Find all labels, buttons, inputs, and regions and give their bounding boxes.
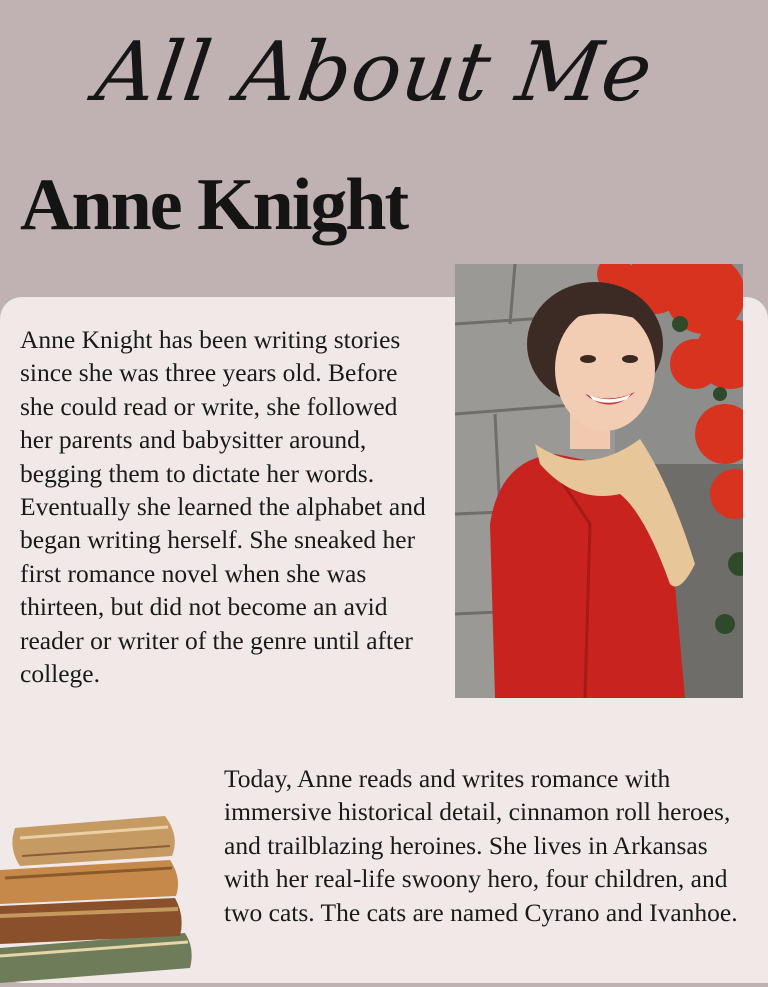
script-title-text: All About Me (90, 25, 659, 120)
bio-paragraph-2: Today, Anne reads and writes romance with immersive historical detail, cinnamon roll heroes, and trailblazing heroines. She lives in Arkansas with her real-life swoony hero, four children, and two cats. The cats are named Cyrano and Ivanhoe. (224, 764, 738, 927)
bio-paragraph-1: Anne Knight has been writing stories since she was three years old. Before she could read or write, she followed her parents and babysitter around, begging them to dictate her words. Eventually she learned the alphabet and began writing herself. She sneaked her first romance novel when she was thirteen, but did not become an avid reader or writer of the genre until after college. (20, 325, 426, 689)
author-photo (455, 264, 743, 698)
stacked-books-icon (0, 808, 200, 983)
script-title (0, 4, 768, 124)
author-name: Anne Knight (20, 164, 408, 246)
